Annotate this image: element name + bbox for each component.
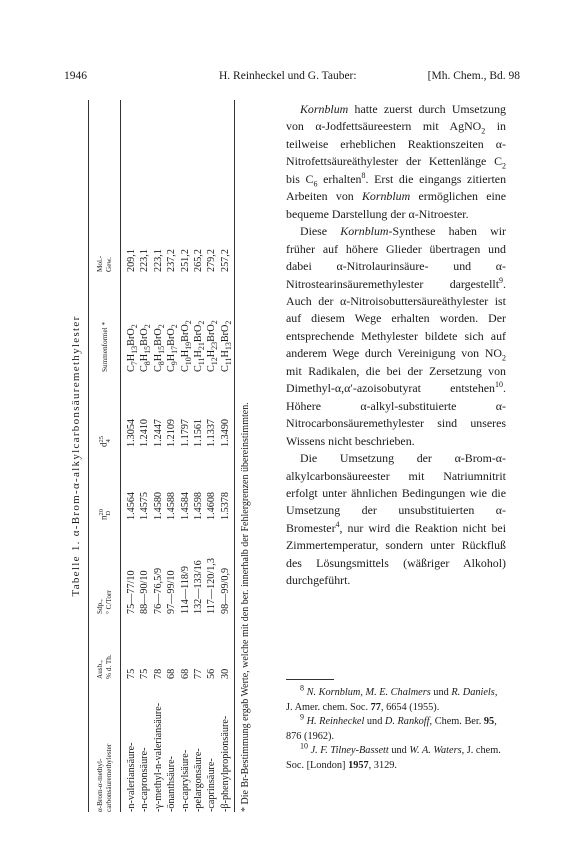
cell-ester-name: -n-capronsäure-	[139, 747, 151, 812]
text-run: in teilweise erheblichen Reaktionszeiten α-Nitrofettsäureäthylester der Kettenlänge C	[286, 119, 506, 169]
cell-yield: 75	[139, 668, 151, 679]
text-run: , 6654 (1955).	[380, 701, 440, 713]
cell-boiling-point: 132—133/16	[193, 560, 204, 614]
cell-refractive-index: 1.4564	[126, 491, 137, 520]
cell-density: 1.1337	[206, 418, 218, 447]
col-header-line: carbonsäuremethylester	[105, 743, 113, 812]
cell-boiling-point: 97—99/10	[166, 570, 178, 614]
col-header-line: Summenformel *	[100, 321, 109, 372]
text-run: hatte zuerst durch Umsetzung von α-Jodfettsäureestern mit AgNO	[286, 102, 506, 134]
col-header-molweight	[91, 222, 119, 272]
symbol-indices	[98, 509, 112, 516]
formula-part: C	[139, 365, 151, 372]
text-run: 2	[502, 161, 506, 171]
symbol-base: n	[98, 515, 109, 520]
formula-part: 2	[143, 324, 153, 329]
cell-mol-weight: 279,2	[206, 249, 218, 272]
cell-yield: 68	[179, 668, 191, 679]
formula-part: C	[219, 365, 231, 372]
formula-part: BrO	[179, 324, 191, 342]
journal-reference: [Mh. Chem., Bd. 98	[427, 70, 520, 82]
text-run: 77	[370, 701, 381, 713]
formula-part: 8	[156, 361, 166, 366]
cell-ester-name: -n-valeriansäure-	[126, 742, 137, 812]
cell-refractive-index: 1.4608	[206, 491, 218, 520]
text-run: , 3129.	[368, 759, 397, 771]
cell-yield: 68	[166, 668, 178, 679]
cell-density: 1.3054	[126, 418, 137, 447]
text-run: 95	[483, 716, 495, 728]
col-header-line: Sdp.,	[96, 599, 104, 614]
cell-density: 1.1561	[193, 418, 204, 447]
col-header-nd	[91, 450, 119, 520]
text-run: 2	[502, 353, 506, 363]
formula-part: C	[193, 365, 204, 372]
cell-formula	[138, 324, 151, 372]
formula-part: 11	[223, 357, 233, 366]
text-run: , nur wird die Reaktion nicht bei Zimmertemperatur, sondern unter Rückfluß des Lösungsmittels (wäßriger Alkohol) durchgeführt.	[286, 520, 506, 588]
col-header-line: Mol.-	[96, 255, 104, 272]
text-run: N. Kornblum, M. E. Chalmers	[306, 687, 431, 698]
cell-ester-name: -caprinsäure-	[206, 758, 218, 812]
text-run: , Chem. Ber.	[429, 716, 484, 728]
text-run: Kornblum	[361, 189, 411, 204]
col-header-line: % d. Th.	[105, 654, 113, 679]
text-run: 9	[499, 275, 504, 285]
formula-part: 8	[143, 361, 153, 366]
cell-yield: 77	[193, 668, 204, 679]
cell-refractive-index: 1.4588	[166, 491, 178, 520]
cell-ester-name: -önanthsäure-	[166, 755, 178, 812]
text-run: Kornblum	[300, 102, 349, 116]
table-rule-bottom	[234, 100, 235, 812]
text-run: 1957	[348, 759, 369, 771]
cell-mol-weight: 237,2	[166, 249, 178, 272]
text-run: 10	[300, 741, 308, 751]
cell-boiling-point: 114—118/9	[179, 566, 191, 614]
cell-refractive-index: 1.4575	[139, 491, 151, 520]
references	[286, 683, 506, 774]
text-run: 10	[495, 380, 504, 390]
cell-ester-name: -n-caprylsäure-	[179, 749, 191, 812]
cell-formula	[125, 324, 138, 372]
formula-part: 21	[197, 342, 207, 351]
formula-part: 2	[170, 324, 180, 329]
col-header-density	[91, 377, 119, 447]
cell-boiling-point: 117—120/1,3	[206, 558, 218, 614]
rotated-table	[70, 100, 282, 812]
text-run: und	[430, 687, 452, 698]
formula-part: H	[179, 349, 191, 358]
cell-boiling-point: 98—99/0,9	[219, 567, 231, 614]
page-number: 1946	[64, 70, 87, 82]
formula-part: BrO	[166, 328, 178, 346]
text-run: 9	[300, 712, 304, 722]
text-run: Kornblum	[340, 224, 389, 239]
formula-part: 11	[197, 357, 207, 366]
formula-part: H	[193, 350, 204, 358]
cell-refractive-index: 1.5378	[219, 491, 231, 520]
formula-part: H	[166, 353, 178, 362]
text-run: R. Daniels	[451, 687, 495, 698]
reference-10	[286, 741, 506, 773]
text-run: 4	[335, 519, 340, 529]
text-run: , J. Amer. chem. Soc.	[286, 687, 498, 713]
formula-part: 7	[130, 361, 140, 366]
symbol-base: d	[98, 442, 109, 447]
cell-yield: 30	[219, 668, 231, 679]
reference-9	[286, 712, 506, 744]
cell-formula	[152, 324, 165, 372]
text-run: Diese	[300, 224, 341, 239]
formula-part: 13	[130, 345, 140, 354]
table-1	[70, 100, 282, 812]
text-run: 2	[481, 126, 486, 136]
cell-density: 1.1797	[179, 418, 191, 447]
formula-part: BrO	[206, 324, 218, 342]
text-run: . Auch der α-Nitroisobuttersäureäthylester ist auf diesem Wege erhalten worden. Der entsprechende Methylester bildete sich auf anderem Wege durch Vereinigung von NO	[286, 276, 506, 361]
text-run: mit Radikalen, die bei der Zersetzung von Dimethyl-α,α′-azoisobutyrat entstehen	[286, 363, 506, 396]
running-head-authors: H. Reinheckel und G. Tauber:	[219, 70, 357, 82]
cell-refractive-index: 1.4598	[193, 491, 204, 520]
text-run: , 876 (1962).	[286, 716, 497, 742]
symbol-sub: 4	[105, 439, 112, 443]
col-header-ester	[91, 682, 119, 812]
formula-part: 15	[156, 345, 166, 354]
cell-formula	[179, 320, 192, 372]
paragraph-3	[286, 450, 506, 590]
cell-boiling-point: 75—77/10	[126, 570, 137, 614]
formula-part: 12	[210, 357, 220, 366]
symbol-indices	[98, 436, 112, 443]
text-run: W. A. Waters	[409, 745, 462, 757]
formula-part: H	[152, 353, 164, 362]
col-header-formula	[91, 276, 119, 372]
formula-part: 2	[210, 320, 220, 325]
formula-part: 17	[170, 345, 180, 354]
cell-refractive-index: 1.4584	[179, 491, 191, 520]
formula-part: C	[152, 365, 164, 372]
text-run: Die Umsetzung der α-Brom-α-alkylcarbonsäureester mit Natriumnitrit erfolgt unter ähnlichen Bedingungen wie die Umsetzung der unsubstituierten α-Bromester	[286, 451, 506, 535]
cell-ester-name: -pelargonsäure-	[193, 748, 204, 812]
col-header-symbol	[98, 450, 112, 520]
cell-yield: 78	[152, 668, 164, 679]
formula-part: 2	[156, 324, 166, 329]
text-run: 6	[313, 179, 318, 189]
col-header-bp	[91, 524, 119, 614]
symbol-sup: 20	[98, 509, 105, 516]
text-run: J. F. Tilney-Bassett	[310, 745, 389, 757]
cell-mol-weight: 257,2	[219, 249, 231, 272]
table-title: Tabelle 1. α-Brom-α-alkylcarbonsäuremethylester	[70, 315, 82, 597]
table-rule-top	[88, 100, 89, 812]
text-run: D. Rankoff	[384, 716, 430, 728]
cell-mol-weight: 209,1	[126, 249, 137, 272]
formula-part: BrO	[219, 324, 231, 343]
paragraph-2	[286, 223, 506, 450]
text-run: . Höhere α-alkyl-substituierte α-Nitrocarbonsäuremethylester sind unseres Wissens nicht beschrieben.	[286, 381, 506, 448]
cell-formula	[192, 321, 205, 372]
cell-yield: 56	[206, 668, 218, 679]
text-run: 8	[300, 683, 304, 693]
running-header	[64, 70, 520, 86]
text-run: erhalten	[317, 171, 362, 186]
formula-part: C	[179, 365, 191, 372]
cell-boiling-point: 76—76,5/9	[152, 567, 164, 614]
formula-part: 2	[183, 320, 193, 325]
col-header-yield	[91, 619, 119, 679]
text-run: 8	[361, 170, 366, 180]
cell-density: 1.2447	[152, 418, 164, 447]
cell-formula	[165, 324, 178, 372]
formula-part: H	[126, 353, 137, 362]
text-run: und	[364, 716, 385, 728]
table-footnote: * Die Br-Bestimmung ergab Werte, welche mit den ber. innerhalb der Fehlergrenzen übereinstimmten.	[240, 402, 251, 812]
formula-part: C	[206, 365, 218, 372]
text-run: und	[388, 745, 410, 757]
formula-part: BrO	[126, 328, 137, 346]
col-header-line: Gew.	[105, 257, 113, 272]
cell-boiling-point: 88—90/10	[139, 570, 151, 614]
text-run: ermöglichen eine bequeme Darstellung der α-Nitroester.	[286, 189, 506, 221]
formula-part: BrO	[139, 328, 151, 346]
body-text	[286, 101, 506, 590]
text-run: bis C	[286, 171, 314, 186]
cell-yield: 75	[126, 668, 137, 679]
cell-ester-name: -β-phenylpropionsäure-	[219, 715, 231, 812]
col-header-line: Ausb.,	[96, 660, 104, 679]
text-run: . Erst die eingangs zitierten Arbeiten von	[286, 171, 507, 204]
formula-part: 23	[210, 341, 220, 350]
formula-part: BrO	[193, 324, 204, 343]
table-rule-header	[120, 100, 121, 812]
footnote-separator	[286, 679, 334, 680]
col-header-symbol	[98, 377, 112, 447]
paragraph-1	[286, 101, 506, 223]
formula-part: 2	[223, 320, 233, 325]
formula-part: 2	[130, 324, 140, 329]
symbol-sub: D	[105, 510, 112, 516]
text-run: , J. chem. Soc. [London]	[286, 745, 501, 771]
formula-part: H	[139, 353, 151, 362]
formula-part: H	[219, 350, 231, 358]
cell-mol-weight: 251,2	[179, 249, 191, 272]
cell-mol-weight: 223,1	[152, 249, 164, 272]
cell-density: 1.3490	[219, 418, 231, 447]
text-run: H. Reinheckel	[306, 716, 365, 728]
cell-density: 1.2410	[139, 418, 151, 447]
formula-part: 9	[170, 361, 180, 366]
cell-refractive-index: 1.4580	[152, 491, 164, 520]
formula-part: 13	[223, 342, 233, 351]
formula-part: 19	[183, 341, 193, 350]
col-header-line: ° C/Torr	[105, 590, 113, 614]
cell-formula	[219, 321, 232, 372]
formula-part: 15	[143, 345, 153, 354]
formula-part: 10	[183, 357, 193, 366]
cell-formula	[205, 320, 218, 372]
formula-part: 2	[197, 320, 207, 325]
formula-part: C	[126, 365, 137, 372]
formula-part: C	[166, 365, 178, 372]
formula-part: H	[206, 349, 218, 358]
cell-mol-weight: 265,2	[193, 249, 204, 272]
col-header-line: α-Brom-α-methyl-	[96, 758, 104, 812]
cell-ester-name: -γ-methyl-n-valeriansäure-	[152, 702, 164, 812]
text-run: -Synthese haben wir früher auf höhere Glieder übertragen und dabei α-Nitrolaurinsäure- und α-Nitrostearinsäuremethylester dargestellt	[286, 224, 506, 291]
reference-8	[286, 683, 506, 715]
cell-density: 1.2109	[166, 418, 178, 447]
formula-part: BrO	[152, 328, 164, 346]
symbol-sup: 25	[98, 436, 105, 443]
cell-mol-weight: 223,1	[139, 249, 151, 272]
